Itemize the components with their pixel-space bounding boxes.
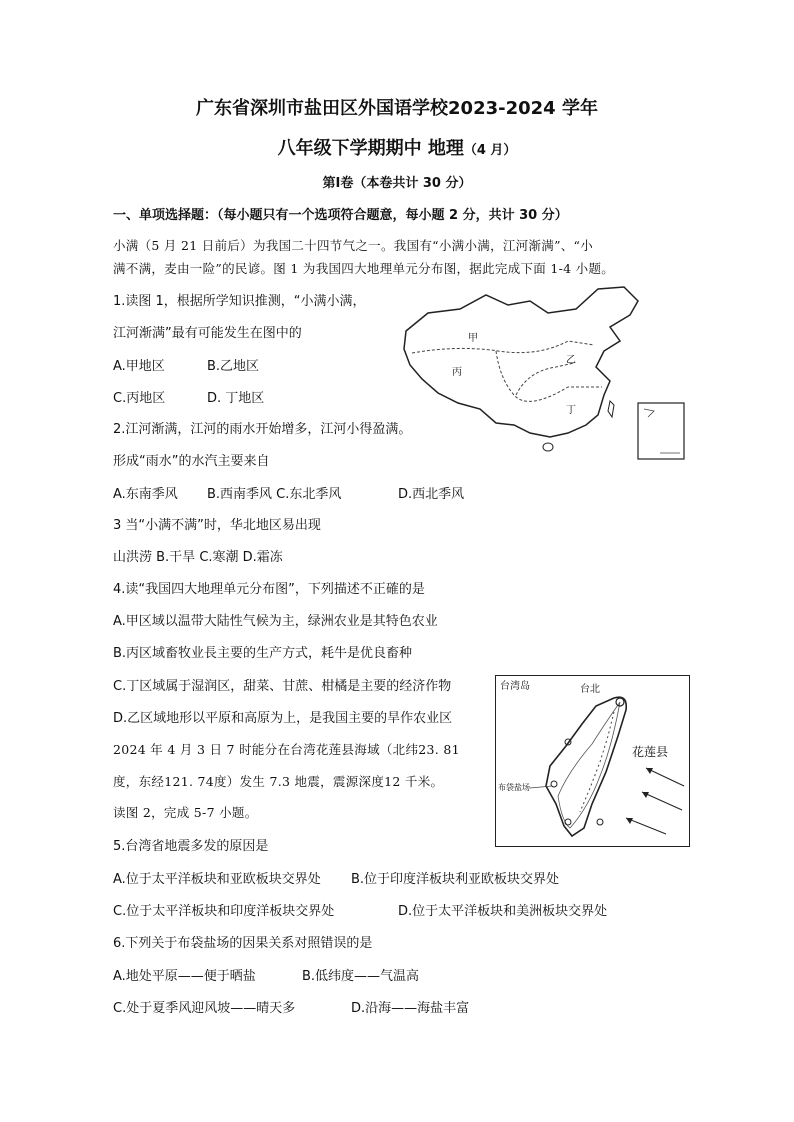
wind-arrow-icon (626, 818, 666, 834)
q4-option-c: C.丁区域属于湿润区，甜菜、甘蔗、柑橘是主要的经济作物 (113, 679, 452, 694)
budai-pointer-line (530, 786, 552, 788)
title-month-note: （4 月） (463, 143, 517, 158)
intro2-line-3: 读图 2，完成 5-7 小题。 (113, 805, 258, 820)
label-jia: 甲 (468, 333, 478, 344)
q6-option-d: D.沿海——海盐丰富 (351, 1001, 470, 1016)
intro-line-2: 满不满，麦由一险”的民谚。图 1 为我国四大地理单元分布图，据此完成下面 1-4 小题。 (113, 261, 615, 276)
q1-stem-line-1: 1.读图 1，根据所学知识推测，“小满小满， (113, 294, 366, 309)
title-main: 八年级下学期期中 地理 (277, 138, 464, 159)
intro2-line-1: 2024 年 4 月 3 日 7 时能分在台湾花莲县海域（北纬23. 81 (113, 742, 460, 757)
q2-option-a: A.东南季风 (113, 487, 178, 502)
taiwan-map (495, 675, 690, 847)
region-boundary-line (496, 351, 602, 401)
china-regions-map (398, 283, 690, 473)
q4-option-b: B.丙区域畜牧业長主要的生产方式，耗牛是优良畜种 (113, 646, 413, 661)
south-china-sea-inset (638, 403, 684, 459)
q1-option-c: C.丙地区 (113, 391, 166, 406)
q3-stem: 3 当“小满不满”时，华北地区易出现 (113, 518, 321, 533)
q2-option-bc: B.西南季风 C.东北季风 (207, 487, 342, 502)
title-line-1: 广东省深圳市盐田区外国语学校2023-2024 学年 (196, 98, 598, 119)
q6-option-c: C.处于夏季风迎风坡——晴天多 (113, 1001, 296, 1016)
q1-option-a: A.甲地区 (113, 359, 165, 374)
taiwan-outline (546, 697, 626, 836)
intro-line-1: 小满（5 月 21 日前后）为我国二十四节气之一。我国有“小满小满，江河渐满”、“小 (113, 238, 594, 253)
inset-coastline (644, 409, 654, 417)
q4-option-d: D.乙区域地形以平原和高原为上，是我国主要的旱作农业区 (113, 711, 453, 726)
label-budai-salt-field: 布袋盐场 (498, 783, 530, 792)
q3-options: 山洪涝 B.干旱 C.寒潮 D.霜冻 (113, 550, 283, 565)
label-yi: 乙 (566, 355, 576, 366)
q5-option-d: D.位于太平洋板块和美洲板块交界处 (398, 904, 608, 919)
taiwan-island (608, 401, 614, 417)
label-taipei: 台北 (580, 684, 600, 695)
section-heading: 一、单项选择题：（每小题只有一个选项符合题意，每小题 2 分，共计 30 分） (113, 208, 568, 223)
q2-stem-line-1: 2.江河渐满，江河的雨水开始增多，江河小得盈满。 (113, 422, 412, 437)
q4-option-a: A.甲区域以温带大陆性气候为主，绿洲农业是其特色农业 (113, 614, 438, 629)
q4-stem: 4.读“我国四大地理单元分布图”，下列描述不正確的是 (113, 582, 425, 597)
label-hualien: 花莲县 (632, 745, 669, 759)
city-marker (565, 819, 571, 825)
hainan-island (543, 443, 553, 451)
label-ding: 丁 (566, 405, 576, 416)
q1-option-b: B.乙地区 (207, 359, 260, 374)
q2-option-d: D.西北季风 (398, 487, 465, 502)
city-marker (597, 819, 603, 825)
label-bing: 丙 (452, 367, 462, 378)
wind-arrow-icon (642, 792, 682, 810)
title-line-2 (0, 134, 794, 160)
q6-option-b: B.低纬度——气温高 (302, 969, 420, 984)
railway-loop (558, 702, 620, 828)
q5-stem: 5.台湾省地震多发的原因是 (113, 839, 269, 854)
q5-option-c: C.位于太平洋板块和印度洋板块交界处 (113, 904, 335, 919)
q5-option-a: A.位于太平洋板块和亚欧板块交界处 (113, 872, 321, 887)
q2-stem-line-2: 形成“雨水”的水汽主要来自 (113, 454, 270, 469)
label-taiwan-island: 台湾岛 (500, 681, 530, 692)
volume-heading: 第Ⅰ卷（本卷共计 30 分） (322, 176, 472, 191)
q6-stem: 6.下列关于布袋盐场的因果关系对照错误的是 (113, 936, 373, 951)
region-boundary-line (516, 363, 574, 395)
wind-arrow-icon (646, 768, 684, 786)
q1-stem-line-2: 江河渐满”最有可能发生在图中的 (113, 326, 302, 341)
q5-option-b: B.位于印度洋板块利亚欧板块交界处 (351, 872, 560, 887)
q6-option-a: A.地处平原——便于晒盐 (113, 969, 256, 984)
china-outline (404, 287, 638, 437)
q1-option-d: D. 丁地区 (207, 391, 265, 406)
intro2-line-2: 度，东经121. 74度）发生 7.3 地震，震源深度12 千米。 (113, 774, 444, 789)
region-boundary-line (412, 341, 594, 353)
